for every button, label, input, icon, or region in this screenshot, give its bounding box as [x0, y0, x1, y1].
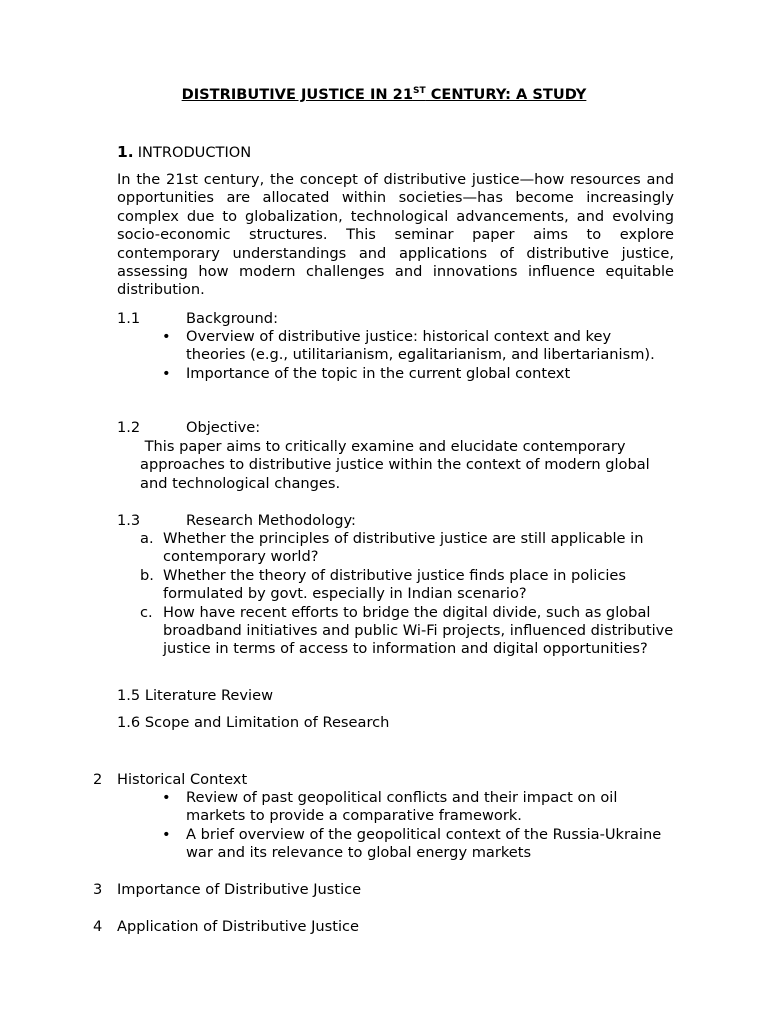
item-label: a. [140, 530, 154, 547]
document-title: DISTRIBUTIVE JUSTICE IN 21ST CENTURY: A STUDY [181, 86, 587, 103]
introduction-heading [117, 143, 251, 162]
list-item: • Review of past geopolitical conflicts and their impact on oil markets to provide a comparative framework. [162, 789, 662, 826]
item-text: Whether the principles of distributive justice are still applicable in contemporary world? [163, 530, 644, 566]
section-number: 4 [93, 918, 103, 935]
section-number: 3 [93, 881, 103, 898]
subsection-number: 1.3 [117, 512, 141, 529]
section-number: 2 [93, 771, 103, 788]
list-item [140, 567, 680, 604]
introduction-paragraph: In the 21st century, the concept of distributive justice—how resources and opportunities are allocated within societies—has become increasingly complex due to globalization, technological advancements, and evolving socio-economic structures. This seminar paper aims to explore contemporary understandings and applications of distributive justice, assessing how modern challenges and innovations influence equitable distribution. [117, 171, 674, 299]
list-item: • A brief overview of the geopolitical context of the Russia-Ukraine war and its relevance to global energy markets [162, 826, 662, 863]
subsection-number: 1.2 [117, 419, 141, 436]
item-label: c. [140, 603, 153, 621]
section-number: 1. [117, 143, 134, 161]
subsection-title: Research Methodology: [186, 512, 356, 529]
research-questions-list [140, 530, 680, 659]
section-heading-text: INTRODUCTION [137, 144, 252, 161]
item-text: How have recent efforts to bridge the digital divide, such as global broadband initiatives and public Wi-Fi projects, influenced distributive justice in terms of access to information and digital opportunities? [163, 603, 674, 658]
title-superscript: ST [412, 86, 426, 96]
list-item: • Importance of the topic in the current global context [162, 365, 662, 383]
subsection-literature-review: 1.5 Literature Review [117, 687, 274, 704]
section-heading-text: Importance of Distributive Justice [117, 881, 362, 898]
subsection-number: 1.1 [117, 310, 141, 327]
background-bullet-list [162, 328, 662, 383]
list-item [140, 604, 680, 659]
subsection-title: Objective: [186, 419, 261, 436]
subsection-title: Background: [186, 310, 278, 327]
subsection-methodology-heading [117, 512, 356, 530]
section-importance-heading [93, 881, 361, 899]
subsection-objective-heading [117, 419, 260, 437]
section-historical-context-heading [93, 771, 247, 789]
subsection-scope-limitation: 1.6 Scope and Limitation of Research [117, 714, 390, 731]
section-application-heading [93, 918, 359, 936]
objective-text: This paper aims to critically examine and elucidate contemporary approaches to distributive justice within the context of modern global and technological changes. [140, 438, 655, 492]
subsection-background-heading [117, 310, 278, 328]
section-heading-text: Application of Distributive Justice [117, 918, 360, 935]
item-label: b. [140, 566, 154, 584]
historical-context-bullet-list [162, 789, 662, 863]
item-text: Whether the theory of distributive justice finds place in policies formulated by govt. especially in Indian scenario? [163, 566, 627, 603]
list-item: • Overview of distributive justice: historical context and key theories (e.g., utilitarianism, egalitarianism, and libertarianism). [162, 328, 662, 365]
section-heading-text: Historical Context [117, 771, 248, 788]
list-item [140, 530, 680, 567]
